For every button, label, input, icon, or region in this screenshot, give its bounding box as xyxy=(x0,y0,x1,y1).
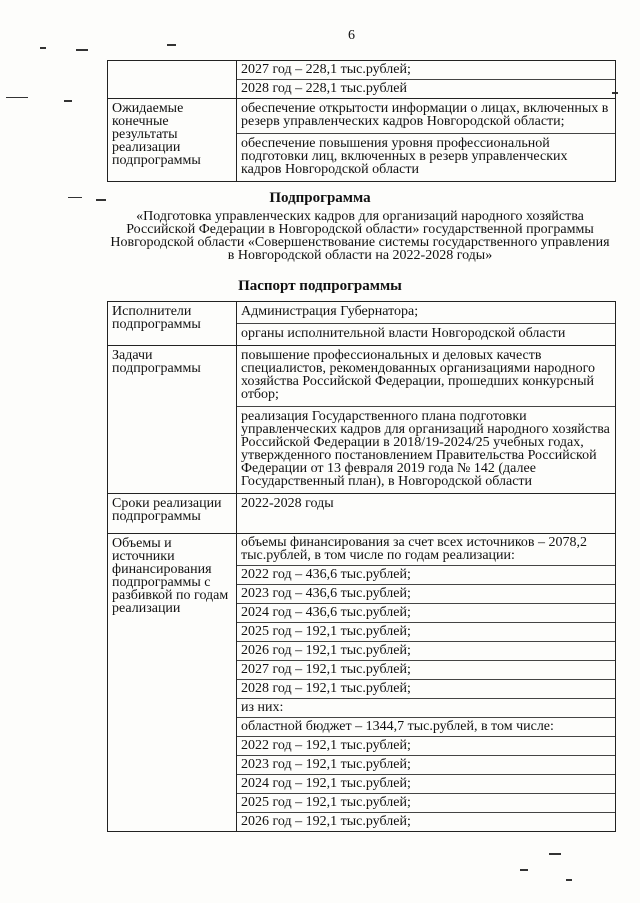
value-line: 2028 год – 192,1 тыс.рублей; xyxy=(237,680,615,699)
row-value xyxy=(237,534,616,832)
row-label: Объемы и источники финансирования подпрограммы с разбивкой по годам реализации xyxy=(108,534,237,832)
table-row xyxy=(108,302,616,346)
scan-speck xyxy=(566,879,572,881)
table-row xyxy=(108,61,616,99)
value-line: обеспечение повышения уровня профессиональной подготовки лиц, включенных в резерв управленческих кадров Новгородской области xyxy=(241,136,568,177)
value-line: 2026 год – 192,1 тыс.рублей; xyxy=(237,642,615,661)
value-line: обеспечение открытости информации о лицах, включенных в резерв управленческих кадров Новгородской области; xyxy=(237,99,615,134)
scan-speck xyxy=(549,853,561,855)
value-line: 2023 год – 192,1 тыс.рублей; xyxy=(237,756,615,775)
passport-table xyxy=(107,301,616,832)
value-line: 2025 год – 192,1 тыс.рублей; xyxy=(237,794,615,813)
table-row xyxy=(108,494,616,534)
value-line: 2025 год – 192,1 тыс.рублей; xyxy=(237,623,615,642)
value-line: 2022 год – 192,1 тыс.рублей; xyxy=(237,737,615,756)
row-label xyxy=(108,61,237,99)
table-row xyxy=(108,346,616,494)
value-line: из них: xyxy=(237,699,615,718)
scan-speck xyxy=(40,47,46,49)
scan-speck xyxy=(76,49,88,51)
value-line: объемы финансирования за счет всех источников – 2078,2 тыс.рублей, в том числе по годам реализации: xyxy=(237,534,615,566)
passport-heading: Паспорт подпрограммы xyxy=(238,278,402,294)
value-line: 2024 год – 436,6 тыс.рублей; xyxy=(237,604,615,623)
value-line: 2028 год – 228,1 тыс.рублей xyxy=(241,81,407,96)
scan-speck xyxy=(64,100,72,102)
row-label: Сроки реализации подпрограммы xyxy=(108,494,237,534)
row-label: Исполнители подпрограммы xyxy=(108,302,237,346)
value-line: 2027 год – 228,1 тыс.рублей; xyxy=(237,61,615,80)
value-line: органы исполнительной власти Новгородской области xyxy=(241,326,566,341)
scan-speck xyxy=(6,97,28,98)
value-line: 2027 год – 192,1 тыс.рублей; xyxy=(237,661,615,680)
table-row xyxy=(108,99,616,182)
row-value xyxy=(237,99,616,182)
value-line: 2022 год – 436,6 тыс.рублей; xyxy=(237,566,615,585)
value-line: Администрация Губернатора; xyxy=(237,302,615,324)
value-line: 2024 год – 192,1 тыс.рублей; xyxy=(237,775,615,794)
value-line: 2022-2028 годы xyxy=(241,496,334,511)
scan-speck xyxy=(167,44,176,46)
value-line: 2023 год – 436,6 тыс.рублей; xyxy=(237,585,615,604)
table-row xyxy=(108,534,616,832)
subprogram-heading: Подпрограмма xyxy=(269,190,371,206)
top-table xyxy=(107,60,616,182)
row-value xyxy=(237,302,616,346)
value-line: областной бюджет – 1344,7 тыс.рублей, в том числе: xyxy=(237,718,615,737)
row-label: Задачи подпрограммы xyxy=(108,346,237,494)
row-value xyxy=(237,346,616,494)
page-number: 6 xyxy=(348,28,355,43)
scan-speck xyxy=(520,869,528,871)
row-value xyxy=(237,61,616,99)
value-line: реализация Государственного плана подготовки управленческих кадров для организаций народного хозяйства Российской Федерации в 2018/19-2024/25 учебных годах, утвержденного постановлением Правительства Российской Федерации от 13 февраля 2019 года № 142 (далее Государственный план), в Новгородской области xyxy=(241,409,610,489)
value-line: 2026 год – 192,1 тыс.рублей; xyxy=(241,814,411,829)
subprogram-title: «Подготовка управленческих кадров для организаций народного хозяйства Российской Федерации в Новгородской области» государственной программы Новгородской области «Совершенствование системы государственного управления в Новгородской области на 2022-2028 годы» xyxy=(110,209,610,263)
value-line: повышение профессиональных и деловых качеств специалистов, рекомендованных организациями народного хозяйства Российской Федерации, прошедших конкурсный отбор; xyxy=(237,346,615,407)
row-label: Ожидаемые конечные результаты реализации подпрограммы xyxy=(108,99,237,182)
row-value xyxy=(237,494,616,534)
